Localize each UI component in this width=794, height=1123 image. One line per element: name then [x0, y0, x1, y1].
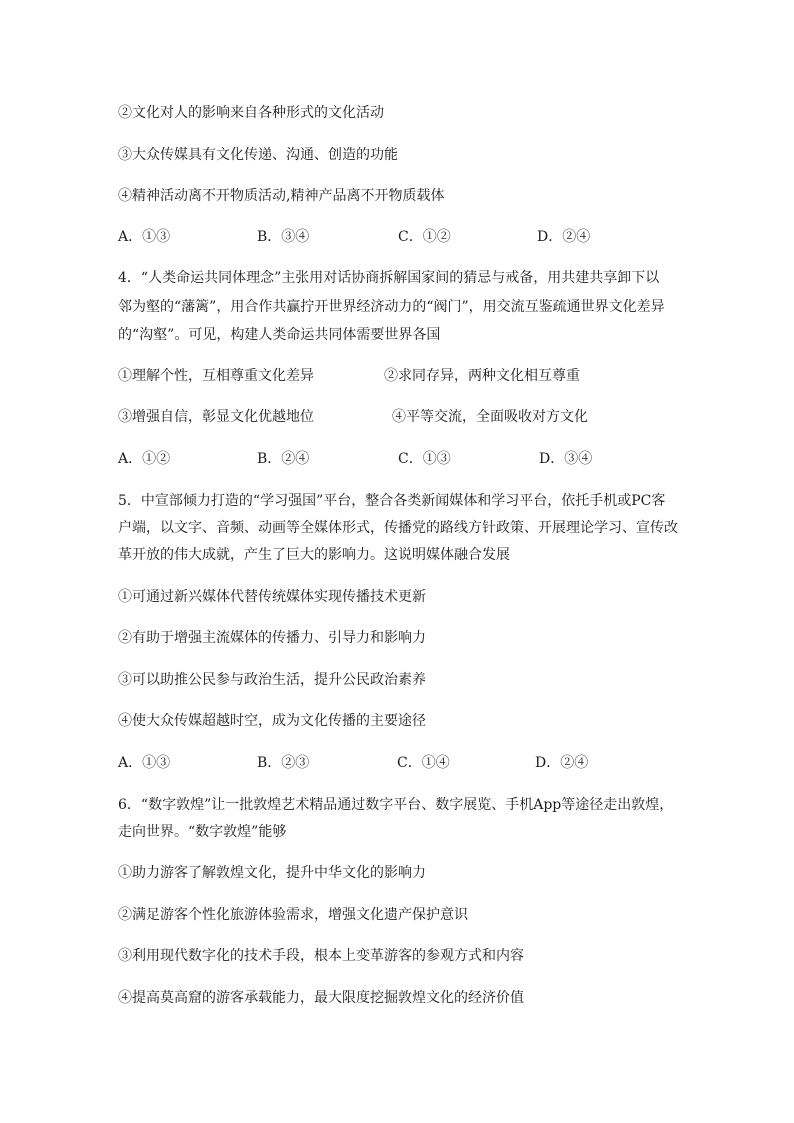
q6-stem-line-1: 6．“数字敦煌”让一批敦煌艺术精品通过数字平台、数字展览、手机App等途径走出敦煌， — [118, 797, 674, 813]
q4-option-row-2 — [118, 407, 678, 427]
q4-option-1: ①理解个性，互相尊重文化差异 — [118, 368, 314, 384]
q5-answer-a: A．①③ — [118, 755, 171, 771]
q5-answer-row — [118, 753, 678, 773]
q3-answer-c: C．①② — [398, 229, 451, 245]
q5-option-3: ③可以助推公民参与政治生活，提升公民政治素养 — [118, 672, 426, 688]
q4-answer-b: B．②④ — [257, 451, 310, 467]
q5-option-4: ④使大众传媒超越时空，成为文化传播的主要途径 — [118, 713, 426, 729]
q3-answer-row — [118, 227, 678, 247]
q5-stem-line-1: 5．中宣部倾力打造的“学习强国”平台，整合各类新闻媒体和学习平台，依托手机或PC客 — [118, 493, 666, 509]
q3-answer-b: B．③④ — [257, 229, 310, 245]
q3-answer-d: D．②④ — [537, 229, 591, 245]
q6-option-2: ②满足游客个性化旅游体验需求，增强文化遗产保护意识 — [118, 907, 468, 923]
q3-answer-a: A．①③ — [118, 229, 171, 245]
q3-option-4: ④精神活动离不开物质活动,精神产品离不开物质载体 — [118, 188, 445, 204]
q4-stem-line-1: 4．“人类命运共同体理念”主张用对话协商拆解国家间的猜忌与戒备，用共建共享卸下以 — [118, 270, 660, 286]
q3-option-2: ②文化对人的影响来自各种形式的文化活动 — [118, 105, 384, 121]
q4-option-3: ③增强自信，彰显文化优越地位 — [118, 409, 314, 425]
q4-answer-row — [118, 449, 678, 469]
q6-option-3: ③利用现代数字化的技术手段，根本上变革游客的参观方式和内容 — [118, 948, 524, 964]
q3-option-3: ③大众传媒具有文化传递、沟通、创造的功能 — [118, 147, 398, 163]
q5-stem-line-3: 革开放的伟大成就，产生了巨大的影响力。这说明媒体融合发展 — [118, 547, 510, 563]
q5-stem-line-2: 户端，以文字、音频、动画等全媒体形式，传播党的路线方针政策、开展理论学习、宣传改 — [118, 520, 678, 536]
q5-option-2: ②有助于增强主流媒体的传播力、引导力和影响力 — [118, 630, 426, 646]
q6-option-1: ①助力游客了解敦煌文化，提升中华文化的影响力 — [118, 865, 426, 881]
q4-stem-line-3: 的“沟壑”。可见，构建人类命运共同体需要世界各国 — [118, 327, 441, 343]
q4-option-row-1 — [118, 366, 678, 386]
q4-answer-d: D．③④ — [539, 451, 593, 467]
q6-option-4: ④提高莫高窟的游客承载能力，最大限度挖掘敦煌文化的经济价值 — [118, 990, 524, 1006]
q4-option-4: ④平等交流，全面吸收对方文化 — [392, 409, 588, 425]
q5-answer-c: C．①④ — [397, 755, 450, 771]
q4-stem-line-2: 邻为壑的“藩篱”，用合作共赢拧开世界经济动力的“阀门”，用交流互鉴疏通世界文化差异 — [118, 299, 665, 315]
q6-stem-line-2: 走向世界。“数字敦煌”能够 — [118, 824, 287, 840]
q5-option-1: ①可通过新兴媒体代替传统媒体实现传播技术更新 — [118, 589, 426, 605]
q5-answer-b: B．②③ — [257, 755, 310, 771]
q5-answer-d: D．②④ — [535, 755, 589, 771]
q4-answer-c: C．①③ — [398, 451, 451, 467]
q4-answer-a: A．①② — [118, 451, 171, 467]
q4-option-2: ②求同存异，两种文化相互尊重 — [384, 368, 580, 384]
